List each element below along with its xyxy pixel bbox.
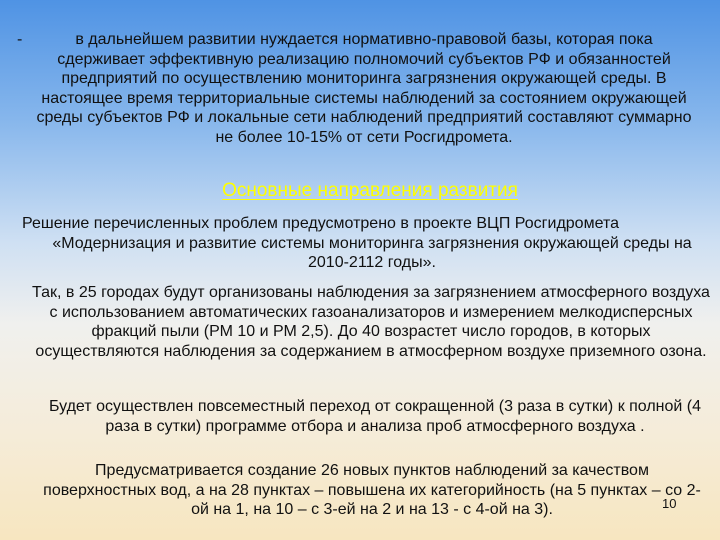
water-monitoring-paragraph: Предусматривается создание 26 новых пунктов наблюдений за качеством поверхностных вод, а на 28 пунктах – повышена их категорийность (на 5 пунктах – со 2-ой на 1, на 10 – с 3-ей на 2 и на 13 - с 4-ой на 3). (43, 462, 701, 518)
cities-paragraph: Так, в 25 городах будут организованы наблюдения за загрязнением атмосферного воздуха с использованием автоматических газоанализаторов и измерением мелкодисперсных фракций пыли (РМ 10 и РМ 2,5). До 40 возрастет число городов, в которых осуществляются наблюдения за содержанием в атмосферном воздухе приземного озона. (32, 284, 710, 360)
bullet-marker: - (17, 31, 23, 48)
page-number: 10 (662, 496, 677, 511)
decision-first-line: Решение перечисленных проблем предусмотрено в проекте ВЦП Росгидромета (22, 215, 619, 232)
section-heading: Основные направления развития (222, 180, 518, 201)
decision-paragraph (22, 214, 702, 273)
decision-program-title: «Модернизация и развитие системы мониторинга загрязнения окружающей среды на 2010-2112 годы». (52, 234, 692, 271)
intro-paragraph: в дальнейшем развитии нуждается нормативно-правовой базы, которая пока сдерживает эффективную реализацию полномочий субъектов РФ и обязанностей предприятий по осуществлению мониторинга загрязнения окружающей среды. В настоящее время территориальные системы наблюдений за состоянием окружающей среды субъектов РФ и локальные сети наблюдений предприятий составляют суммарно не более 10-15% от сети Росгидромета. (36, 31, 692, 146)
transition-paragraph: Будет осуществлен повсеместный переход от сокращенной (3 раза в сутки) к полной (4 раза в сутки) программе отбора и анализа проб атмосферного воздуха . (48, 398, 702, 435)
